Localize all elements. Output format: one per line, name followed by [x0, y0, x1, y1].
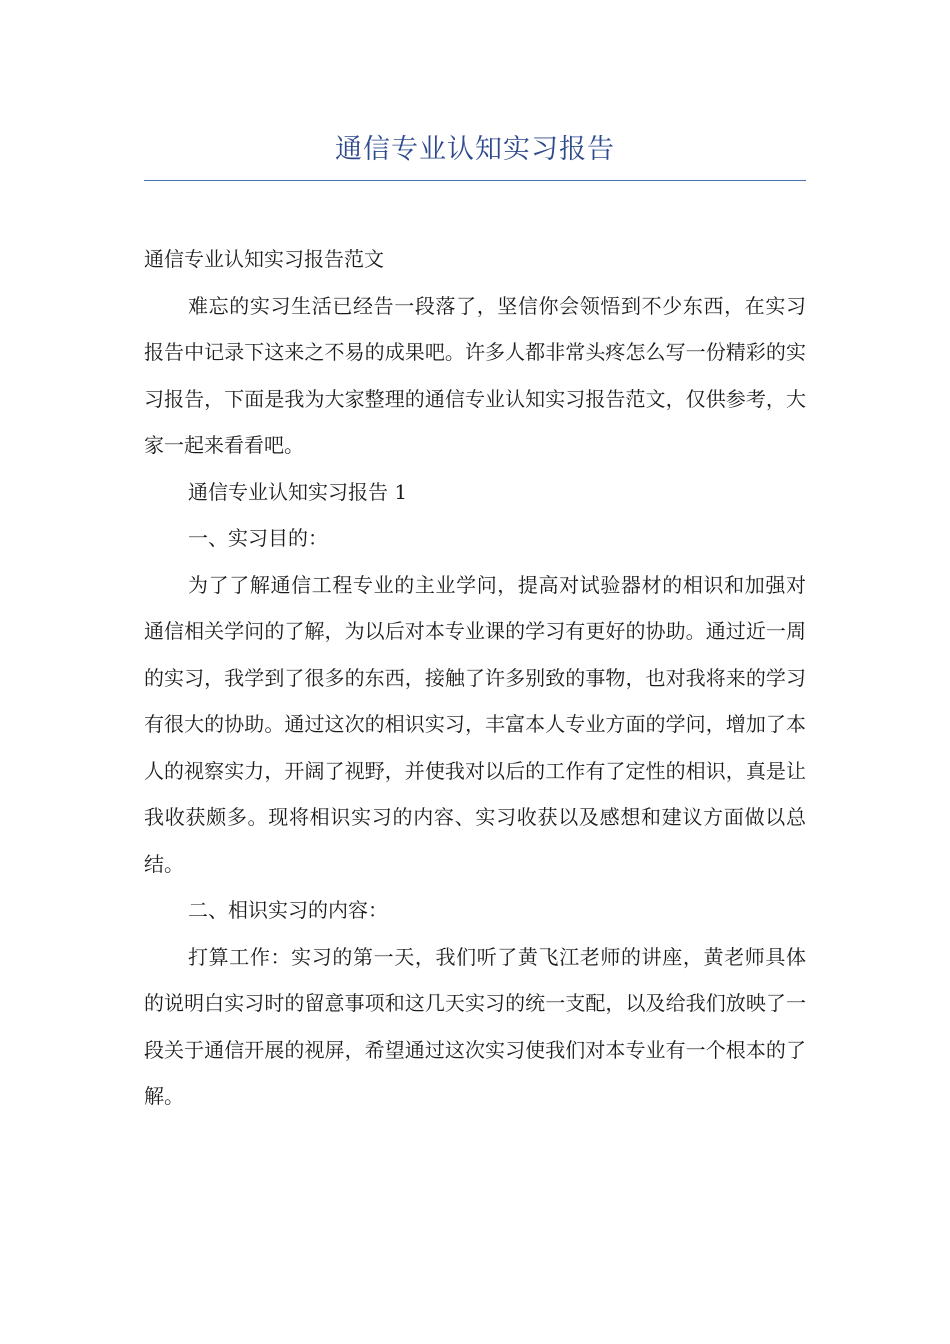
section-heading: 通信专业认知实习报告 1	[188, 479, 408, 504]
paragraph: 通信专业认知实习报告范文	[144, 247, 384, 271]
section-heading: 一、实习目的：	[188, 526, 328, 550]
paragraph: 难忘的实习生活已经告一段落了，坚信你会领悟到不少东西，在实习报告中记录下这来之不易的成果吧。许多人都非常头疼怎么写一份精彩的实习报告，下面是我为大家整理的通信专业认知实习报告范文，仅供参考，大家一起来看看吧。	[144, 293, 806, 457]
paragraph: 为了了解通信工程专业的主业学问，提高对试验器材的相识和加强对通信相关学问的了解，为以后对本专业课的学习有更好的协助。通过近一周的实习，我学到了很多的东西，接触了许多别致的事物，也对我将来的学习有很大的协助。通过这次的相识实习，丰富本人专业方面的学问，增加了本人的视察实力，开阔了视野，并使我对以后的工作有了定性的相识，真是让我收获颇多。现将相识实习的内容、实习收获以及感想和建议方面做以总结。	[144, 572, 806, 876]
paragraph: 打算工作：实习的第一天，我们听了黄飞江老师的讲座，黄老师具体的说明白实习时的留意事项和这几天实习的统一支配，以及给我们放映了一段关于通信开展的视屏，希望通过这次实习使我们对本专业有一个根本的了解。	[144, 944, 806, 1108]
title-underline	[144, 180, 806, 181]
section-heading: 二、相识实习的内容：	[188, 898, 388, 922]
document-title: 通信专业认知实习报告	[335, 134, 615, 165]
document-body	[144, 236, 806, 1120]
